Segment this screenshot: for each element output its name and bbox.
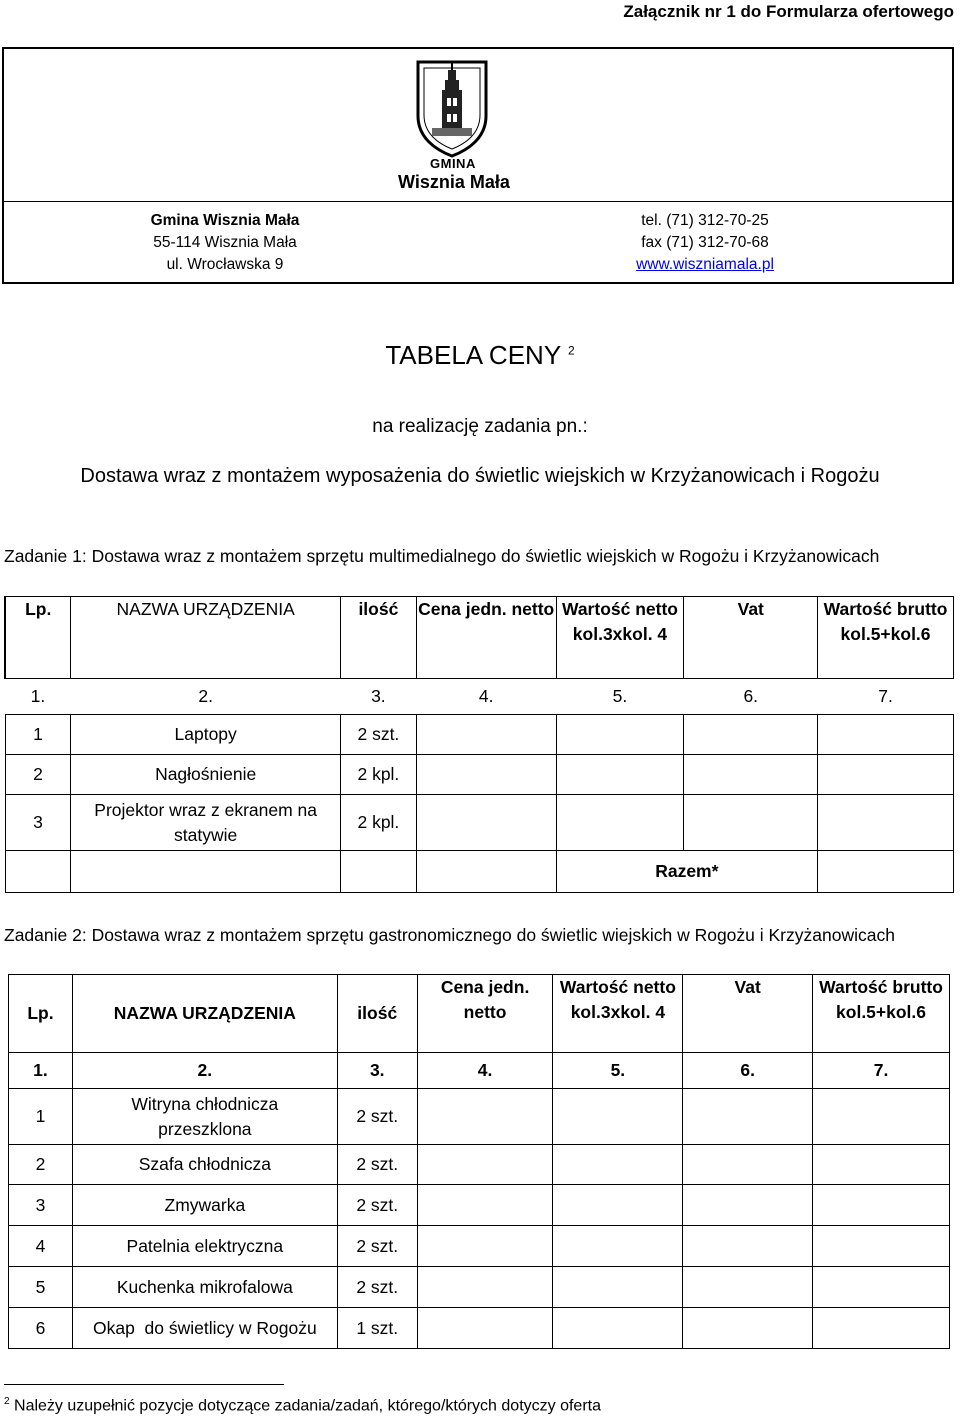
col-number: 1. (30, 686, 46, 706)
table-row (5, 795, 954, 851)
row-lp: 3 (9, 1185, 73, 1226)
row-name: Szafa chłodnicza (72, 1145, 337, 1185)
price-cell[interactable] (417, 1185, 553, 1226)
total-cell[interactable] (818, 851, 954, 893)
vat-cell[interactable] (684, 795, 818, 851)
net-value-cell[interactable] (553, 1185, 683, 1226)
gross-value-cell[interactable] (818, 755, 954, 795)
price-cell[interactable] (417, 1267, 553, 1308)
row-qty: 2 kpl. (340, 795, 416, 851)
price-cell[interactable] (416, 715, 556, 755)
row-name: Nagłośnienie (71, 755, 341, 795)
subject: Dostawa wraz z montażem wyposażenia do świetlic wiejskich w Krzyżanowicach i Rogożu (80, 465, 880, 487)
row-name: Laptopy (71, 715, 341, 755)
address-postcode: 55-114 Wisznia Mała (153, 234, 297, 251)
net-value-cell[interactable] (553, 1089, 683, 1145)
footnote: $^2$ Należy uzupełnić pozycje dotyczące zadania/zadań, którego/których dotyczy oferta (4, 1396, 601, 1415)
col-number: 2. (198, 686, 213, 706)
col-number: 4. (478, 686, 494, 706)
col-header: Cena jedn. netto (416, 597, 556, 679)
vat-cell[interactable] (683, 1308, 813, 1349)
col-header: Cena jedn. netto (417, 975, 553, 1053)
row-lp: 6 (9, 1308, 73, 1349)
col-number: 5. (612, 686, 628, 706)
row-lp: 5 (9, 1267, 73, 1308)
table-row (9, 1145, 950, 1185)
vat-cell[interactable] (683, 1089, 813, 1145)
table-row (5, 755, 954, 795)
row-name: Zmywarka (72, 1185, 337, 1226)
col-number: 1. (9, 1053, 73, 1089)
task1-heading: Zadanie 1: Dostawa wraz z montażem sprzętu multimedialnego do świetlic wiejskich w Rogożu i Krzyżanowicach (4, 546, 880, 566)
col-number: 3. (371, 686, 386, 706)
address-right (600, 210, 810, 276)
row-qty: 2 szt. (337, 1267, 417, 1308)
row-name: Witryna chłodnicza przeszklona (72, 1089, 337, 1145)
col-number: 5. (553, 1053, 683, 1089)
price-cell[interactable] (417, 1089, 553, 1145)
row-name: Okap do świetlicy w Rogożu (72, 1308, 337, 1349)
vat-cell[interactable] (683, 1145, 813, 1185)
vat-cell[interactable] (684, 715, 818, 755)
vat-cell[interactable] (683, 1185, 813, 1226)
total-row (5, 851, 954, 893)
price-cell[interactable] (416, 755, 556, 795)
table-row (9, 1308, 950, 1349)
table-row (9, 1267, 950, 1308)
phone: tel. (71) 312-70-25 (641, 212, 769, 229)
col-number: 3. (337, 1053, 417, 1089)
gross-value-cell[interactable] (813, 1089, 950, 1145)
row-lp: 4 (9, 1226, 73, 1267)
col-number: 7. (878, 686, 893, 706)
task2-heading: Zadanie 2: Dostawa wraz z montażem sprzętu gastronomicznego do świetlic wiejskich w Rogożu i Krzyżanowicach (4, 925, 895, 945)
gross-value-cell[interactable] (813, 1267, 950, 1308)
net-value-cell[interactable] (553, 1145, 683, 1185)
net-value-cell[interactable] (553, 1226, 683, 1267)
gross-value-cell[interactable] (813, 1226, 950, 1267)
logo-text-gmina: GMINA (430, 156, 476, 171)
col-number: 6. (683, 1053, 813, 1089)
price-cell[interactable] (416, 795, 556, 851)
table-row (9, 1089, 950, 1145)
vat-cell[interactable] (684, 755, 818, 795)
table-header-row (9, 975, 950, 1053)
net-value-cell[interactable] (556, 795, 684, 851)
row-qty: 1 szt. (337, 1308, 417, 1349)
task2-table (8, 974, 950, 1349)
column-number-row (9, 1053, 950, 1089)
gross-value-cell[interactable] (818, 795, 954, 851)
col-header: Wartość netto kol.3xkol. 4 (553, 975, 683, 1053)
total-label: Razem* (556, 851, 818, 893)
subtitle: na realizację zadania pn.: (372, 416, 588, 437)
col-header: Wartość brutto kol.5+kol.6 (818, 597, 954, 679)
coat-of-arms-logo (412, 58, 492, 158)
col-number: 2. (72, 1053, 337, 1089)
row-qty: 2 kpl. (340, 755, 416, 795)
row-lp: 1 (9, 1089, 73, 1145)
row-name: Projektor wraz z ekranem na statywie (71, 795, 341, 851)
col-number: 7. (813, 1053, 950, 1089)
gross-value-cell[interactable] (813, 1145, 950, 1185)
page-title: TABELA CENY $^2$ (385, 340, 575, 370)
table-header-row (5, 597, 954, 679)
fax: fax (71) 312-70-68 (641, 234, 769, 251)
row-qty: 2 szt. (337, 1145, 417, 1185)
col-header: Wartość netto kol.3xkol. 4 (556, 597, 684, 679)
col-header: ilość (337, 975, 417, 1053)
row-lp: 2 (5, 755, 71, 795)
gross-value-cell[interactable] (813, 1185, 950, 1226)
net-value-cell[interactable] (556, 715, 684, 755)
table-row (9, 1226, 950, 1267)
annex-label: Załącznik nr 1 do Formularza ofertowego (623, 2, 954, 21)
gross-value-cell[interactable] (818, 715, 954, 755)
task1-table (4, 596, 954, 893)
website-link[interactable]: www.wiszniamala.pl (636, 256, 774, 273)
net-value-cell[interactable] (556, 755, 684, 795)
col-header: Vat (684, 597, 818, 679)
footnote-divider (4, 1384, 284, 1385)
col-header: ilość (340, 597, 416, 679)
price-cell[interactable] (417, 1308, 553, 1349)
price-cell[interactable] (417, 1226, 553, 1267)
price-cell[interactable] (417, 1145, 553, 1185)
net-value-cell[interactable] (553, 1267, 683, 1308)
title-footnote-mark: 2 (567, 343, 575, 358)
row-qty: 2 szt. (337, 1089, 417, 1145)
col-header: Lp. (5, 597, 71, 679)
col-header: NAZWA URZĄDZENIA (72, 975, 337, 1053)
address-left (120, 210, 330, 276)
row-name: Kuchenka mikrofalowa (72, 1267, 337, 1308)
row-name: Patelnia elektryczna (72, 1226, 337, 1267)
col-header: Vat (683, 975, 813, 1053)
col-header: Lp. (9, 975, 73, 1053)
row-qty: 2 szt. (337, 1226, 417, 1267)
address-name: Gmina Wisznia Mała (150, 212, 300, 229)
col-number: 4. (417, 1053, 553, 1089)
table-row (5, 715, 954, 755)
col-header: Wartość brutto kol.5+kol.6 (813, 975, 950, 1053)
gross-value-cell[interactable] (813, 1308, 950, 1349)
address-street: ul. Wrocławska 9 (166, 256, 284, 273)
row-lp: 1 (5, 715, 71, 755)
row-qty: 2 szt. (337, 1185, 417, 1226)
logo-text-name: Wisznia Mała (398, 172, 510, 192)
col-header: NAZWA URZĄDZENIA (71, 597, 341, 679)
net-value-cell[interactable] (553, 1308, 683, 1349)
row-qty: 2 szt. (340, 715, 416, 755)
table-row (9, 1185, 950, 1226)
col-number: 6. (743, 686, 759, 706)
column-number-row (5, 679, 954, 715)
vat-cell[interactable] (683, 1226, 813, 1267)
row-lp: 2 (9, 1145, 73, 1185)
vat-cell[interactable] (683, 1267, 813, 1308)
row-lp: 3 (5, 795, 71, 851)
